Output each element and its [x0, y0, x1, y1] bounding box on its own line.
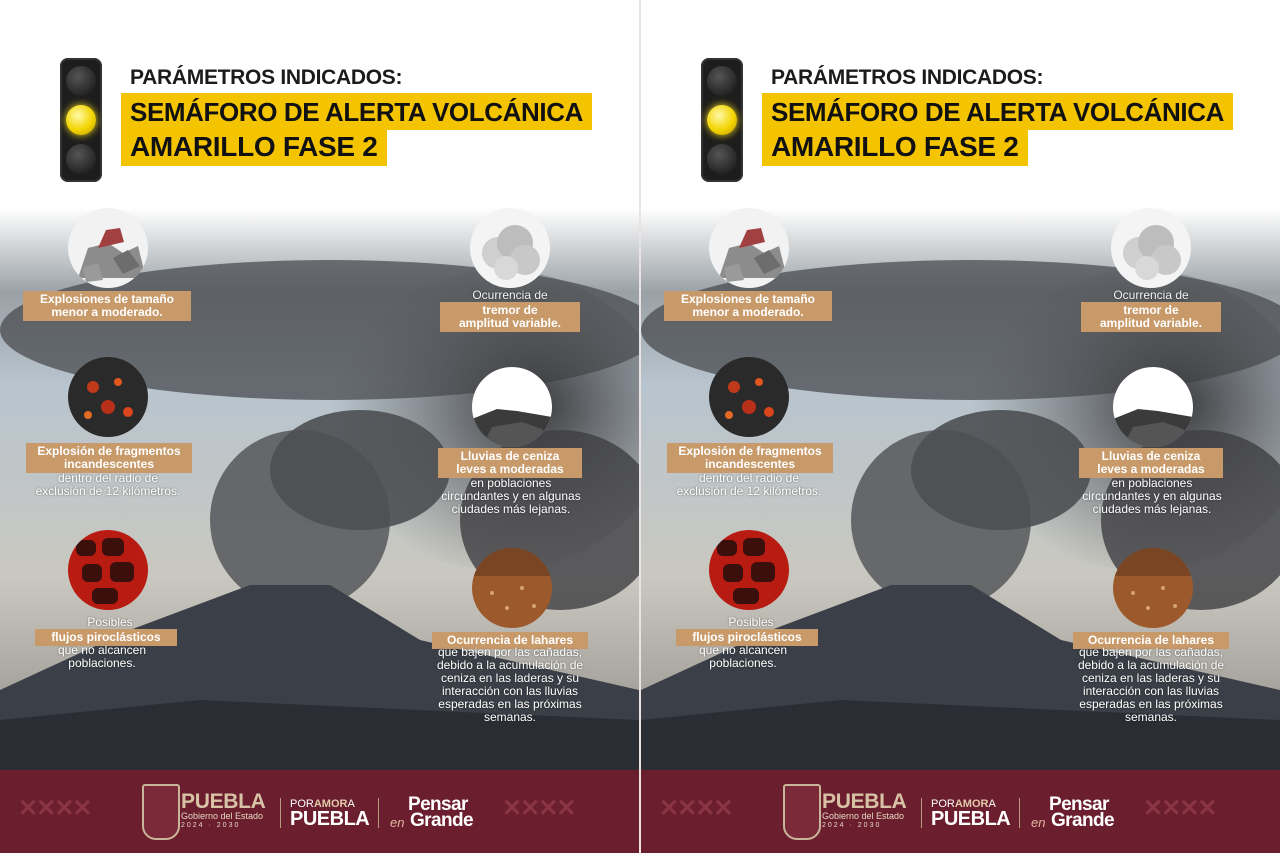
puebla-title: PUEBLA	[181, 790, 266, 813]
separator	[280, 798, 281, 828]
alert-banner-line2: AMARILLO FASE 2	[121, 129, 387, 166]
tremor-tag: tremor de amplitud variable.	[1081, 302, 1221, 332]
ash-tag: Lluvias de ceniza leves a moderadas	[1079, 448, 1223, 478]
smoke-icon	[470, 208, 550, 288]
a-text: A	[347, 798, 355, 810]
traffic-light-icon	[60, 58, 102, 182]
puebla-years: 2024 · 2030	[181, 822, 241, 829]
alert-banner-line1: SEMÁFORO DE ALERTA VOLCÁNICA	[121, 93, 592, 130]
pensar-text: Pensar	[1049, 794, 1109, 815]
lahars-text: que bajen por las cañadas, debido a la acumulación de ceniza en las laderas y su interacción con las lluvias esperadas en las próximas semanas.	[436, 645, 584, 724]
amor-text: AMOR	[954, 798, 989, 810]
rocks-icon	[68, 208, 148, 288]
poster-left	[0, 0, 639, 853]
puebla-title: PUEBLA	[822, 790, 907, 813]
flows-tag: flujos piroclásticos	[35, 629, 177, 646]
fragments-text: dentro del radio de exclusión de 12 kilómetros.	[676, 471, 822, 498]
alert-banner-line1: SEMÁFORO DE ALERTA VOLCÁNICA	[762, 93, 1233, 130]
poster-right	[641, 0, 1280, 853]
pattern-right: ✕✕✕✕	[502, 795, 575, 822]
separator	[1019, 798, 1020, 828]
grande-text: Grande	[410, 810, 473, 831]
fragments-tag: Explosión de fragmentos incandescentes	[26, 443, 192, 473]
amor-text: AMOR	[313, 798, 348, 810]
puebla-subtitle: Gobierno del Estado	[822, 811, 905, 821]
mud-icon	[472, 548, 552, 628]
flows-text: que no alcancen poblaciones.	[57, 643, 147, 670]
flows-tag: flujos piroclásticos	[676, 629, 818, 646]
embers-icon	[709, 357, 789, 437]
lahars-text: que bajen por las cañadas, debido a la acumulación de ceniza en las laderas y su interacción con las lluvias esperadas en las próximas semanas.	[1077, 645, 1225, 724]
separator	[921, 798, 922, 828]
por-amor-puebla: PUEBLA	[290, 808, 370, 830]
flows-text: que no alcancen poblaciones.	[698, 643, 788, 670]
tremor-tag: tremor de amplitud variable.	[440, 302, 580, 332]
grande-text: Grande	[1051, 810, 1114, 831]
fragments-text: dentro del radio de exclusión de 12 kilómetros.	[35, 471, 181, 498]
a-text: A	[988, 798, 996, 810]
pattern-right: ✕✕✕✕	[1143, 795, 1216, 822]
puebla-subtitle: Gobierno del Estado	[181, 811, 264, 821]
footer	[0, 770, 639, 853]
state-crest-icon	[783, 784, 821, 840]
pensar-text: Pensar	[408, 794, 468, 815]
tremor-pre: Ocurrencia de	[1113, 288, 1189, 302]
pattern-left: ✕✕✕✕	[659, 795, 732, 822]
lava-icon	[709, 530, 789, 610]
yellow-lamp	[707, 105, 737, 135]
puebla-years: 2024 · 2030	[822, 822, 882, 829]
parameters-label: PARÁMETROS INDICADOS:	[130, 66, 403, 89]
state-crest-icon	[142, 784, 180, 840]
smoke-icon	[1111, 208, 1191, 288]
por-text: POR	[931, 798, 955, 810]
por-amor-puebla: PUEBLA	[931, 808, 1011, 830]
ash-tag: Lluvias de ceniza leves a moderadas	[438, 448, 582, 478]
en-text: en	[1031, 815, 1046, 830]
rocks-icon	[709, 208, 789, 288]
green-lamp	[707, 144, 737, 174]
por-text: POR	[290, 798, 314, 810]
separator	[378, 798, 379, 828]
en-text: en	[390, 815, 405, 830]
flows-pre: Posibles	[87, 615, 133, 629]
green-lamp	[66, 144, 96, 174]
parameters-label: PARÁMETROS INDICADOS:	[771, 66, 1044, 89]
red-lamp	[707, 66, 737, 96]
ash-pile-icon	[1113, 367, 1193, 447]
lava-icon	[68, 530, 148, 610]
mud-icon	[1113, 548, 1193, 628]
yellow-lamp	[66, 105, 96, 135]
red-lamp	[66, 66, 96, 96]
explosions-tag: Explosiones de tamaño menor a moderado.	[23, 291, 191, 321]
pattern-left: ✕✕✕✕	[18, 795, 91, 822]
flows-pre: Posibles	[728, 615, 774, 629]
ash-pile-icon	[472, 367, 552, 447]
embers-icon	[68, 357, 148, 437]
explosions-tag: Explosiones de tamaño menor a moderado.	[664, 291, 832, 321]
fragments-tag: Explosión de fragmentos incandescentes	[667, 443, 833, 473]
traffic-light-icon	[701, 58, 743, 182]
ash-text: en poblaciones circundantes y en algunas ciudades más lejanas.	[441, 476, 581, 516]
alert-banner-line2: AMARILLO FASE 2	[762, 129, 1028, 166]
lahars-tag: Ocurrencia de lahares	[1073, 632, 1229, 649]
footer	[641, 770, 1280, 853]
ash-text: en poblaciones circundantes y en algunas ciudades más lejanas.	[1082, 476, 1222, 516]
tremor-pre: Ocurrencia de	[472, 288, 548, 302]
lahars-tag: Ocurrencia de lahares	[432, 632, 588, 649]
